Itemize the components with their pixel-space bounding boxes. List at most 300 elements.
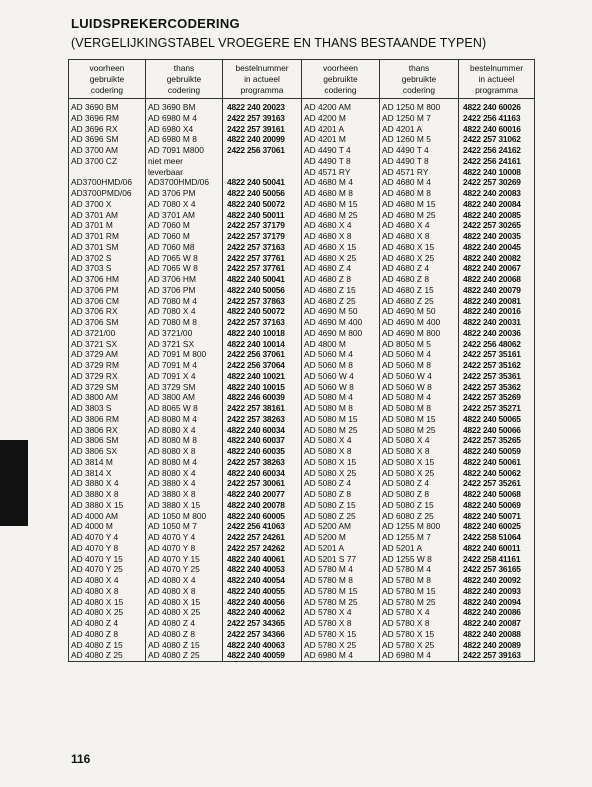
table-row	[69, 220, 535, 231]
table-cell: 4822 240 50072	[223, 199, 302, 210]
table-row	[69, 457, 535, 468]
table-cell: 4822 240 20023	[223, 99, 302, 113]
column-header-line: gebruikte	[89, 74, 125, 84]
table-row	[69, 306, 535, 317]
table-cell: 2422 257 30265	[459, 220, 535, 231]
table-cell: AD 4070 Y 15	[146, 554, 223, 565]
table-cell: 2422 256 37061	[223, 349, 302, 360]
table-cell: 4822 240 20078	[223, 500, 302, 511]
table-cell: AD 4080 X 15	[69, 597, 146, 608]
table-cell: AD 8050 M 5	[380, 339, 459, 350]
table-cell: 4822 240 50056	[223, 188, 302, 199]
table-cell: AD 3700 AM	[69, 145, 146, 156]
table-cell: AD 3880 X 15	[146, 500, 223, 511]
table-cell: 4822 240 60016	[459, 124, 535, 135]
table-cell: 2422 257 37761	[223, 253, 302, 264]
table-cell: AD 5780 X 25	[380, 640, 459, 651]
column-header-line: gebruikte	[166, 74, 202, 84]
table-cell: AD 4680 X 4	[380, 220, 459, 231]
table-cell: 4822 240 20099	[223, 134, 302, 145]
table-cell: AD 3880 X 15	[69, 500, 146, 511]
table-cell: AD 4080 Z 25	[69, 650, 146, 661]
table-cell: 4822 240 60034	[223, 468, 302, 479]
table-cell: 2422 257 35269	[459, 392, 535, 403]
table-cell: AD 5780 X 15	[302, 629, 380, 640]
table-row	[69, 521, 535, 532]
table-cell: AD 3690 BM	[69, 99, 146, 113]
table-cell: AD 4490 T 4	[380, 145, 459, 156]
table-cell: AD 4000 AM	[69, 511, 146, 522]
table-cell: 4822 240 20045	[459, 242, 535, 253]
table-cell: AD 4680 Z 8	[302, 274, 380, 285]
table-cell: 4822 240 20093	[459, 586, 535, 597]
table-cell: AD 3703 S	[69, 263, 146, 274]
table-cell: AD 4571 RY	[380, 167, 459, 178]
table-body	[69, 99, 535, 662]
table-cell: AD 1050 M 7	[146, 521, 223, 532]
table-cell: 4822 240 60034	[223, 425, 302, 436]
table-row	[69, 607, 535, 618]
table-cell: AD 4201 M	[302, 134, 380, 145]
table-cell: AD 7080 M 8	[146, 317, 223, 328]
table-cell: AD 4690 M 50	[380, 306, 459, 317]
table-cell: AD 3880 X 8	[69, 489, 146, 500]
table-cell: AD 4080 X 4	[146, 575, 223, 586]
table-cell: AD 4080 Z 4	[69, 618, 146, 629]
table-cell: 4822 240 40055	[223, 586, 302, 597]
table-cell: AD 5080 Z 15	[380, 500, 459, 511]
table-cell: 2422 257 35261	[459, 478, 535, 489]
table-cell: 4822 240 60011	[459, 543, 535, 554]
table-cell: AD 3729 SM	[146, 382, 223, 393]
table-cell: 4822 240 40056	[223, 597, 302, 608]
table-cell: AD 5780 X 8	[380, 618, 459, 629]
table-cell: AD 5080 X 25	[302, 468, 380, 479]
table-cell: AD 5200 AM	[302, 521, 380, 532]
table-cell: AD 3806 RM	[69, 414, 146, 425]
table-cell: AD 4680 Z 25	[302, 296, 380, 307]
table-cell: 4822 240 20088	[459, 629, 535, 640]
table-cell: AD 4070 Y 25	[146, 564, 223, 575]
column-header-line: bestelnummer	[235, 63, 289, 73]
table-cell: AD 4490 T 4	[302, 145, 380, 156]
table-cell: AD 3706 HM	[69, 274, 146, 285]
table-cell: 4822 240 50071	[459, 511, 535, 522]
table-cell: 2422 258 51064	[459, 532, 535, 543]
table-cell: AD 4690 M 800	[380, 328, 459, 339]
table-row	[69, 414, 535, 425]
table-cell: 4822 240 60005	[223, 511, 302, 522]
table-cell: AD 4070 Y 8	[146, 543, 223, 554]
table-row	[69, 543, 535, 554]
table-row	[69, 618, 535, 629]
table-cell: AD 8080 X 4	[146, 425, 223, 436]
table-cell: 4822 240 50041	[223, 274, 302, 285]
table-cell: 4822 240 50059	[459, 446, 535, 457]
table-cell: AD 4490 T 8	[380, 156, 459, 167]
table-cell: 4822 240 40054	[223, 575, 302, 586]
table-cell: AD 3700 X	[69, 199, 146, 210]
table-cell: AD 4680 M 8	[302, 188, 380, 199]
table-cell: 2422 256 24162	[459, 145, 535, 156]
table-cell: AD 5060 M 8	[380, 360, 459, 371]
table-cell: 4822 240 10014	[223, 339, 302, 350]
table-header	[69, 60, 535, 99]
table-cell: AD 3706 SM	[69, 317, 146, 328]
table-cell: AD 5080 M 4	[302, 392, 380, 403]
table-row	[69, 425, 535, 436]
table-cell: 2422 256 37064	[223, 360, 302, 371]
column-header-line: voorheen	[323, 63, 358, 73]
table-cell: AD3700HMD/06	[146, 177, 223, 188]
table-cell: 2422 257 37163	[223, 317, 302, 328]
column-header-2	[146, 60, 223, 99]
table-cell: AD 4680 X 4	[302, 220, 380, 231]
table-cell: AD 4680 Z 4	[380, 263, 459, 274]
table-cell: AD 3702 S	[69, 253, 146, 264]
table-row	[69, 177, 535, 188]
table-cell: AD 5060 W 8	[380, 382, 459, 393]
column-header-1	[69, 60, 146, 99]
table-cell	[69, 167, 146, 178]
table-cell: 4822 240 20083	[459, 188, 535, 199]
table-cell: AD 3690 BM	[146, 99, 223, 113]
table-cell: AD 6980 M 8	[146, 134, 223, 145]
table-row	[69, 274, 535, 285]
column-header-5	[380, 60, 459, 99]
header-row	[69, 60, 535, 99]
table-row	[69, 511, 535, 522]
table-cell: 2422 258 41161	[459, 554, 535, 565]
table-cell: 2422 257 37863	[223, 296, 302, 307]
thumb-index-tab	[0, 440, 28, 526]
table-cell: AD 7060 M	[146, 220, 223, 231]
table-cell: AD 3701 AM	[146, 210, 223, 221]
table-cell: AD 5080 M 8	[302, 403, 380, 414]
column-header-line: thans	[173, 63, 195, 73]
table-cell: AD 3706 PM	[146, 188, 223, 199]
table-cell: AD 5060 W 4	[302, 371, 380, 382]
table-cell: 4822 240 50066	[459, 425, 535, 436]
table-cell: 4822 240 40053	[223, 564, 302, 575]
table-cell: AD 5780 M 8	[302, 575, 380, 586]
table-cell: AD 5780 M 4	[380, 564, 459, 575]
table-cell: 4822 240 10008	[459, 167, 535, 178]
column-header-line: programma	[475, 85, 518, 95]
table-cell: 4822 240 20067	[459, 263, 535, 274]
table-cell: AD 3729 AM	[69, 349, 146, 360]
table-cell: AD 5200 M	[302, 532, 380, 543]
table-cell: AD 3806 SM	[69, 435, 146, 446]
table-cell: 4822 240 20079	[459, 285, 535, 296]
table-cell: 4822 240 20089	[459, 640, 535, 651]
table-cell: AD 5780 X 8	[302, 618, 380, 629]
table-cell: 4822 240 50069	[459, 500, 535, 511]
table-cell: AD 7091 X 4	[146, 371, 223, 382]
table-cell: AD 6980 M 4	[146, 113, 223, 124]
table-cell: 2422 257 37761	[223, 263, 302, 274]
table-cell: AD 4080 Z 8	[69, 629, 146, 640]
table-cell: AD 5080 Z 25	[302, 511, 380, 522]
table-cell: AD 4690 M 400	[302, 317, 380, 328]
table-cell: AD 4680 M 4	[380, 177, 459, 188]
table-cell: 4822 240 20031	[459, 317, 535, 328]
table-cell: AD 7080 M 4	[146, 296, 223, 307]
table-cell: 4822 240 60026	[459, 99, 535, 113]
table-cell: AD 4080 Z 4	[146, 618, 223, 629]
table-row	[69, 360, 535, 371]
table-cell: niet meer	[146, 156, 223, 167]
table-cell: AD 3696 RM	[69, 113, 146, 124]
table-cell: AD 3880 X 4	[69, 478, 146, 489]
table-cell: 4822 240 20068	[459, 274, 535, 285]
table-cell: AD 1260 M 5	[380, 134, 459, 145]
table-cell: AD 8080 X 4	[146, 468, 223, 479]
table-cell: AD 3721/00	[146, 328, 223, 339]
column-header-3	[223, 60, 302, 99]
table-cell: AD 4080 X 25	[69, 607, 146, 618]
table-row	[69, 403, 535, 414]
table-row	[69, 296, 535, 307]
column-header-4	[302, 60, 380, 99]
table-cell: AD 7091 M 800	[146, 349, 223, 360]
table-cell: AD 4680 M 4	[302, 177, 380, 188]
table-row	[69, 253, 535, 264]
table-row	[69, 339, 535, 350]
table-row	[69, 468, 535, 479]
table-cell: AD 5780 X 4	[380, 607, 459, 618]
table-cell: 4822 240 20094	[459, 597, 535, 608]
table-cell: AD 3706 RX	[69, 306, 146, 317]
table-cell	[223, 167, 302, 178]
table-row	[69, 188, 535, 199]
table-cell: 4822 240 60035	[223, 446, 302, 457]
table-row	[69, 99, 535, 113]
table-cell: 2422 256 41063	[223, 521, 302, 532]
table-cell: 4822 240 20092	[459, 575, 535, 586]
table-cell: AD 3814 X	[69, 468, 146, 479]
table-cell: 2422 257 35362	[459, 382, 535, 393]
table-cell: AD 3701 RM	[69, 231, 146, 242]
column-header-line: gebruikte	[323, 74, 358, 84]
table-cell: 2422 257 36165	[459, 564, 535, 575]
table-row	[69, 371, 535, 382]
table-cell: AD 4070 Y 4	[146, 532, 223, 543]
table-cell: 2422 257 35361	[459, 371, 535, 382]
table-cell: 4822 240 60037	[223, 435, 302, 446]
column-header-line: codering	[90, 85, 124, 95]
table-cell: AD 4690 M 400	[380, 317, 459, 328]
table-cell: 4822 240 20081	[459, 296, 535, 307]
table-row	[69, 145, 535, 156]
table-cell: 2422 257 35265	[459, 435, 535, 446]
table-cell: 2422 256 48062	[459, 339, 535, 350]
table-cell: leverbaar	[146, 167, 223, 178]
table-row	[69, 210, 535, 221]
table-cell: AD 3701 SM	[69, 242, 146, 253]
table-cell: 2422 257 31062	[459, 134, 535, 145]
table-row	[69, 231, 535, 242]
table-row	[69, 489, 535, 500]
table-row	[69, 597, 535, 608]
table-cell: 4822 240 20082	[459, 253, 535, 264]
table-cell: AD 5080 X 4	[302, 435, 380, 446]
table-row	[69, 285, 535, 296]
table-cell: AD 6980 M 4	[380, 650, 459, 661]
table-cell: 2422 256 41163	[459, 113, 535, 124]
table-cell: 2422 257 30269	[459, 177, 535, 188]
table-cell: AD 5201 A	[302, 543, 380, 554]
table-row	[69, 532, 535, 543]
table-cell: 2422 257 39161	[223, 124, 302, 135]
table-cell: AD 3706 PM	[146, 285, 223, 296]
table-cell: AD 4070 Y 25	[69, 564, 146, 575]
table-row	[69, 124, 535, 135]
table-cell: 2422 257 35161	[459, 349, 535, 360]
table-cell: 2422 257 38263	[223, 457, 302, 468]
table-cell: AD 5080 Z 8	[302, 489, 380, 500]
comparison-table-wrapper	[68, 59, 535, 662]
table-cell: AD 4201 A	[380, 124, 459, 135]
table-row	[69, 478, 535, 489]
table-cell: AD 4080 Z 15	[69, 640, 146, 651]
table-cell: 2422 257 37179	[223, 231, 302, 242]
table-cell: AD 5080 Z 4	[302, 478, 380, 489]
table-cell: AD 5201 A	[380, 543, 459, 554]
table-cell: 2422 257 30061	[223, 478, 302, 489]
table-cell: AD 1255 M 800	[380, 521, 459, 532]
table-cell: 4822 240 40059	[223, 650, 302, 661]
table-cell: AD 5080 Z 4	[380, 478, 459, 489]
table-cell: AD 4680 Z 25	[380, 296, 459, 307]
table-cell: AD 3880 X 4	[146, 478, 223, 489]
table-cell: AD 4680 Z 15	[302, 285, 380, 296]
speaker-code-comparison-table	[68, 59, 535, 662]
table-cell: AD 4680 X 8	[302, 231, 380, 242]
table-row	[69, 446, 535, 457]
table-cell: AD 7091 M 4	[146, 360, 223, 371]
table-cell: AD 3800 AM	[146, 392, 223, 403]
table-cell: 4822 240 50011	[223, 210, 302, 221]
table-cell: 4822 240 40063	[223, 640, 302, 651]
table-cell: 4822 240 20077	[223, 489, 302, 500]
table-cell: AD 4680 M 15	[380, 199, 459, 210]
table-cell: AD 4680 M 8	[380, 188, 459, 199]
table-cell: AD 5780 M 25	[302, 597, 380, 608]
table-cell: AD 5060 W 4	[380, 371, 459, 382]
table-cell: AD 5780 M 15	[380, 586, 459, 597]
table-row	[69, 167, 535, 178]
table-cell: AD 6980 X4	[146, 124, 223, 135]
table-cell: AD 4080 X 15	[146, 597, 223, 608]
table-cell: 2422 257 37163	[223, 242, 302, 253]
table-cell: AD3700PMD/06	[69, 188, 146, 199]
table-cell: AD 1255 W 8	[380, 554, 459, 565]
table-cell: 4822 240 20036	[459, 328, 535, 339]
table-cell: AD3700HMD/06	[69, 177, 146, 188]
column-header-line: thans	[408, 63, 430, 73]
table-cell: AD 5080 X 15	[380, 457, 459, 468]
table-cell: 4822 240 20086	[459, 607, 535, 618]
table-cell: AD 4200 M	[302, 113, 380, 124]
table-cell: 4822 240 20084	[459, 199, 535, 210]
table-cell: 4822 240 50062	[459, 468, 535, 479]
column-header-line: bestelnummer	[469, 63, 524, 73]
table-cell: AD 4080 X 8	[69, 586, 146, 597]
table-row	[69, 586, 535, 597]
table-cell: AD 3700 CZ	[69, 156, 146, 167]
table-cell: AD 3721 SX	[146, 339, 223, 350]
table-cell: AD 7080 X 4	[146, 306, 223, 317]
column-header-6	[459, 60, 535, 99]
column-header-line: codering	[167, 85, 201, 95]
table-cell: 4822 240 50068	[459, 489, 535, 500]
table-row	[69, 242, 535, 253]
table-cell: AD 7080 X 4	[146, 199, 223, 210]
table-cell: AD 4080 Z 25	[146, 650, 223, 661]
table-cell: 4822 240 20016	[459, 306, 535, 317]
table-row	[69, 349, 535, 360]
table-cell: AD 3880 X 8	[146, 489, 223, 500]
table-cell: AD 5080 M 15	[380, 414, 459, 425]
table-cell: 4822 240 20087	[459, 618, 535, 629]
table-cell: AD 5080 X 8	[380, 446, 459, 457]
table-cell: 2422 257 35162	[459, 360, 535, 371]
table-cell: 2422 256 24161	[459, 156, 535, 167]
table-cell: AD 4080 X 4	[69, 575, 146, 586]
table-cell: AD 3800 AM	[69, 392, 146, 403]
table-cell: 2422 257 24262	[223, 543, 302, 554]
table-cell: 2422 257 38161	[223, 403, 302, 414]
table-cell: AD 3701 AM	[69, 210, 146, 221]
table-row	[69, 575, 535, 586]
table-cell: AD 4690 M 50	[302, 306, 380, 317]
column-header-line: codering	[324, 85, 357, 95]
table-cell: AD 5780 X 25	[302, 640, 380, 651]
table-row	[69, 382, 535, 393]
table-cell: 2422 256 37061	[223, 145, 302, 156]
table-cell: AD 5080 M 25	[380, 425, 459, 436]
page-subtitle: (VERGELIJKINGSTABEL VROEGERE EN THANS BESTAANDE TYPEN)	[71, 36, 487, 50]
table-cell: AD 5780 M 4	[302, 564, 380, 575]
table-cell: AD 5080 Z 15	[302, 500, 380, 511]
table-cell: AD 3721 SX	[69, 339, 146, 350]
table-row	[69, 640, 535, 651]
table-cell: AD 4680 X 25	[380, 253, 459, 264]
table-cell: AD 4680 Z 15	[380, 285, 459, 296]
table-cell: AD 5080 M 4	[380, 392, 459, 403]
table-cell: 2422 257 39163	[223, 113, 302, 124]
table-cell: 4822 240 10015	[223, 382, 302, 393]
table-cell: AD 6080 Z 25	[380, 511, 459, 522]
table-cell: AD 3806 SX	[69, 446, 146, 457]
column-header-line: in actueel	[478, 74, 515, 84]
table-cell: AD 4680 X 15	[380, 242, 459, 253]
table-cell: AD 4070 Y 8	[69, 543, 146, 554]
table-row	[69, 199, 535, 210]
table-cell: AD 5201 S 77	[302, 554, 380, 565]
table-cell: 2422 257 35271	[459, 403, 535, 414]
page-number: 116	[71, 752, 91, 766]
table-cell: AD 6980 M 4	[302, 650, 380, 661]
table-cell: AD 8080 M 4	[146, 457, 223, 468]
table-cell: AD 5080 X 4	[380, 435, 459, 446]
table-cell: AD 4070 Y 4	[69, 532, 146, 543]
table-cell: AD 4800 M	[302, 339, 380, 350]
table-cell: 2422 257 37179	[223, 220, 302, 231]
table-cell: AD 3803 S	[69, 403, 146, 414]
column-header-line: programma	[240, 85, 284, 95]
